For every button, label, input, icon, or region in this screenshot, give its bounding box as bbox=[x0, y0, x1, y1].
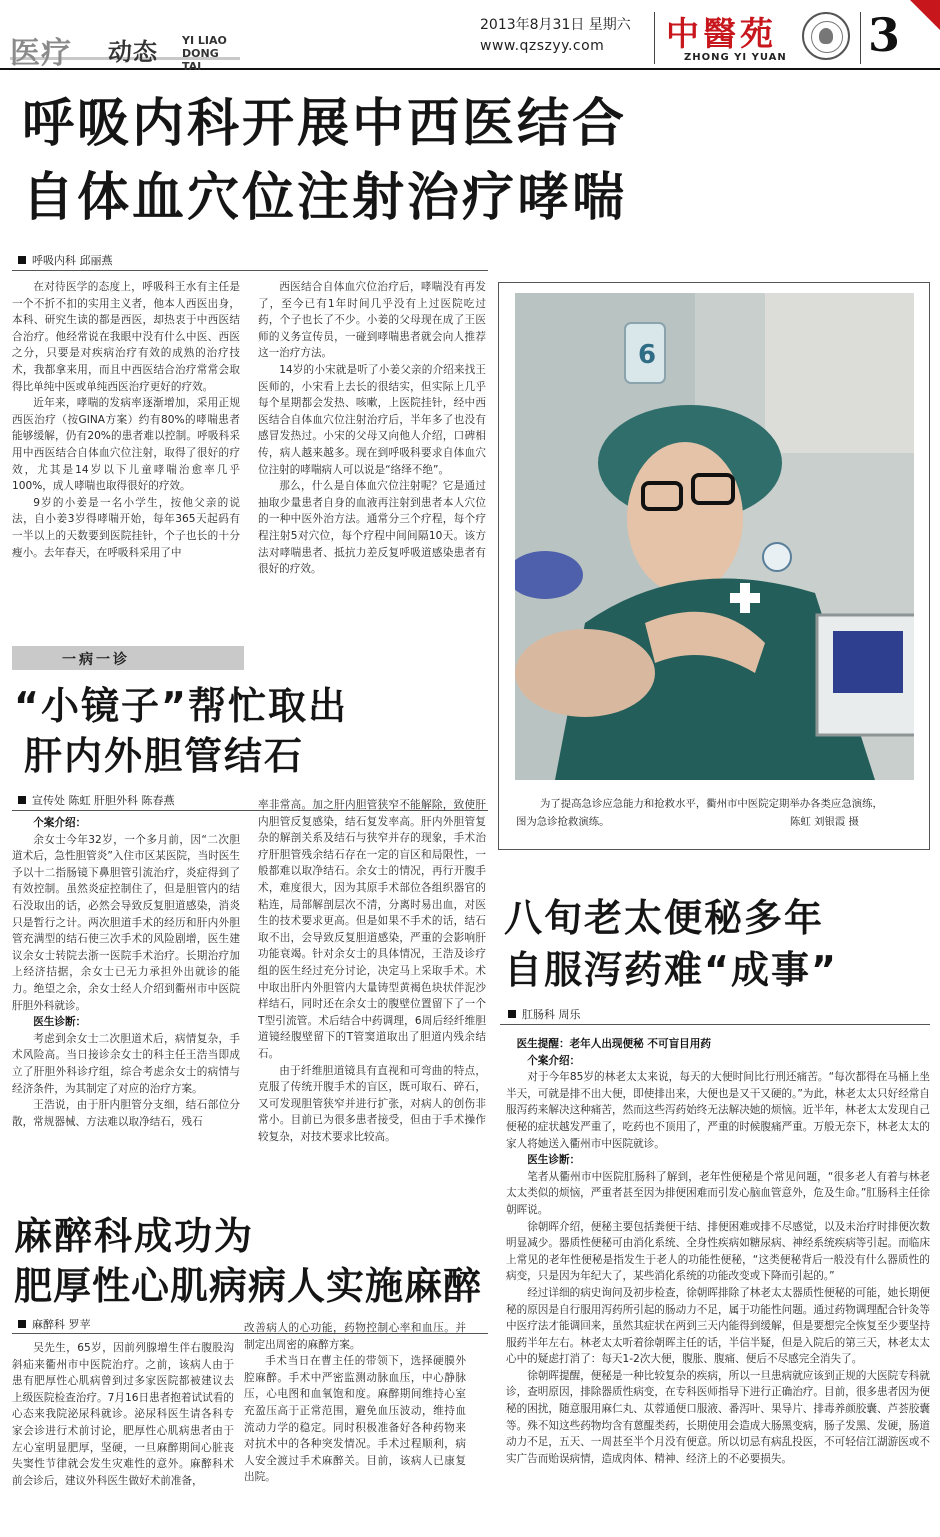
issue-date: 2013年8月31日 星期六 bbox=[480, 17, 631, 33]
byline-square-icon bbox=[18, 796, 26, 804]
paragraph: 徐朝晖介绍，便秘主要包括粪便干结、排便困难或排不尽感觉，以及未治疗时排便次数明显减少。器质性便秘可由消化系统、全身性疾病如糖尿病、神经系统疾病等引起。而临床上常见的老年性便秘是指发生于老人的功能性便秘，“这类便秘背后一般没有什么器质性的病变，只是因为年纪大了，某些消化系统的功能改变或下降而引起的。” bbox=[506, 1220, 930, 1283]
article2-byline bbox=[18, 792, 175, 808]
photo-window bbox=[765, 293, 914, 453]
wall-sign-number: 6 bbox=[638, 340, 657, 370]
article4-rule bbox=[500, 1024, 930, 1025]
caption-line2-row bbox=[516, 813, 910, 831]
article1-byline-text: 呼吸内科 邱丽燕 bbox=[32, 254, 113, 267]
masthead bbox=[0, 0, 940, 73]
caption-line1: 为了提高急诊应急能力和抢救水平，衢州市中医院定期举办各类应急演练， bbox=[540, 798, 883, 810]
monitor-screen bbox=[833, 631, 903, 693]
article2-column2 bbox=[258, 797, 486, 1179]
article3-column2 bbox=[244, 1320, 466, 1528]
paragraph: 近年来，哮喘的发病率逐渐增加，采用正规西医治疗（按GINA方案）约有80%的哮喘患者能够缓解，仍有20%的患者难以控制。呼吸科采用中西医结合自体血穴位注射，取得了很好的疗效，尤其是14岁以下儿童哮喘治愈率几乎100%，成人哮喘也取得很好的疗效。 bbox=[12, 397, 240, 493]
paper-name-logo: 中醫苑 bbox=[666, 14, 777, 53]
nurse-face bbox=[627, 442, 743, 594]
section-name-english: YI LIAO DONG TAI bbox=[182, 34, 227, 73]
column-tag bbox=[12, 646, 244, 670]
subheading: 医生提醒：老年人出现便秘 不可盲目用药 bbox=[516, 1038, 711, 1050]
paragraph: 王浩说，由于肝内胆管分支细，结石部位分散，常规器械、方法难以取净结石，残石 bbox=[12, 1099, 240, 1128]
paragraph: 9岁的小姜是一名小学生，按他父亲的说法，自小姜3岁得哮喘开始，每年365天起码有一半以上的天数要到医院挂针，个子也长的十分瘦小。去年春天，在呼吸科采用了中 bbox=[12, 496, 240, 559]
article1-byline bbox=[18, 252, 113, 268]
article2-column1 bbox=[12, 815, 240, 1179]
section-name-part1: 医疗 bbox=[10, 36, 72, 71]
training-mannequin bbox=[515, 629, 655, 717]
paragraph: 经过详细的病史询问及初步检查，徐朝晖排除了林老太太器质性便秘的可能，她长期便秘的原因是自行服用泻药所引起的肠动力不足，属于功能性问题。通过药物调理配合针灸等中医疗法才能调回来，虽然其症状在两到三天内能得到缓解，但是要想完全恢复至少要坚持服药半年左右。林老太太听着徐朝晖主任的话，半信半疑，但是入院后的第三天，林老太太心中的疑虑打消了：每天1-2次大便，腹胀、腹痛、便后不尽感完全消失了。 bbox=[506, 1286, 930, 1366]
subheading: 个案介绍： bbox=[33, 817, 87, 829]
article1-title-line1: 呼吸内科开展中西医结合 bbox=[22, 94, 628, 154]
paragraph: 对于今年85岁的林老太太来说，每天的大便时间比行刑还痛苦。“每次都得在马桶上坐半天，可就是排不出大便，即使排出来，大便也是又干又硬的。”为此，林老太太只好经常自服泻药来解决这种痛苦，然而这些泻药始终无法解决她的烦恼。近半年，林老太太发现自己便秘的症状越发严重了，吃药也不顶用了，严重的时候腹痛严重。万般无奈下，林老太太的家人将她送入衢州市中医院就诊。 bbox=[506, 1071, 930, 1150]
paragraph: 西医结合自体血穴位治疗后，哮喘没有再发了，至今已有1年时间几乎没有上过医院吃过药，个子也长了不少。小姜的父母现在成了王医师的义务宣传员，一碰到哮喘患者就会向人推荐这一治疗方法。 bbox=[258, 281, 486, 360]
paragraph: 考虑到余女士二次胆道术后，病情复杂，手术风险高。当日接诊余女士的科主任王浩当即成立了肝胆外科诊疗组，综合考虑余女士的病情与经济条件，为其制定了对应的治疗方案。 bbox=[12, 1032, 240, 1095]
paragraph: 吴先生，65岁，因前列腺增生伴右腹股沟斜疝来衢州市中医院治疗。之前，该病人由于患有肥厚性心肌病曾到过多家医院都被建议去上级医院检查治疗。7月16日患者抱着试试看的心态来我院泌尿科就诊。泌尿科医生请各科专家会诊进行术前讨论，肥厚性心肌病患者由于左心室明显肥厚，坚硬，一旦麻醉期间心脏丧失窦性节律就会发生灾难性的意外。麻醉科术前会诊后，建议外科医生做好术前准备， bbox=[12, 1342, 234, 1487]
article1-column1 bbox=[12, 279, 240, 609]
article4-title-line2: 自服泻药难“成事” bbox=[504, 948, 838, 992]
article3-byline-text: 麻醉科 罗苹 bbox=[32, 1318, 91, 1331]
article3-title-line2: 肥厚性心肌病病人实施麻醉 bbox=[14, 1264, 483, 1308]
article4-byline-text: 肛肠科 周乐 bbox=[522, 1008, 581, 1021]
masthead-divider bbox=[860, 12, 861, 64]
paragraph: 由于纤维胆道镜具有直视和可弯曲的特点，克服了传统开腹手术的盲区，既可取石、碎石，又可发现胆管狭窄并进行扩张，对病人的创伤非常小。目前已为很多患者接受，但由于手术操作较复杂，对技术要求比较高。 bbox=[258, 1064, 486, 1143]
article3-title-line1: 麻醉科成功为 bbox=[14, 1214, 255, 1258]
paragraph: 余女士今年32岁，一个多月前，因“二次胆道术后，急性胆管炎”入住市区某医院，当时医生予以十二指肠镜下鼻胆管引流治疗，炎症得到了有效控制。虽然炎症控制住了，但是胆管内的结石没取出的话，必然会导致反复胆道感染，消炎只是暂行之计。两次胆道手术的经历和肝内外胆管充满型的结石使三次手术的风险剧增，医生建议余女士转院去浙一医院手术治疗。长期治疗加上经济拮据，余女士已无力承担外出就诊的能力。绝望之余，余女士经人介绍到衢州市中医院肝胆外科就诊。 bbox=[12, 833, 240, 1012]
caption-line2: 图为急诊抢救演练。 bbox=[516, 816, 610, 828]
paragraph: 改善病人的心功能，药物控制心率和血压。并制定出周密的麻醉方案。 bbox=[244, 1322, 466, 1351]
paragraph: 手术当日在曹主任的带领下，选择硬膜外腔麻醉。手术中严密监测动脉血压，中心静脉压，心电图和血氧饱和度。麻醉期间维持心室充盈压高于正常范围，避免血压波动，维持血流动力学的稳定。同时积极准备好各种药物来对抗术中的各种突发情况。手术过程顺利，病人安全渡过手术麻醉关。目前，该病人已康复出院。 bbox=[244, 1355, 466, 1484]
section-header bbox=[10, 22, 240, 73]
article2-title-line2: 肝内外胆管结石 bbox=[24, 734, 305, 778]
website-url[interactable]: www.qzszyy.com bbox=[480, 38, 605, 54]
article2-byline-text: 宣传处 陈虹 肝胆外科 陈春燕 bbox=[32, 794, 175, 807]
paragraph: 那么，什么是自体血穴位注射呢？它是通过抽取少量患者自身的血液再注射到患者本人穴位的一种中医外治方法。通常分三个疗程，每个疗程注射5对穴位，每个疗程中间间隔10天。该方法对哮喘患者、抵抗力差反复呼吸道感染患者有很好的疗效。 bbox=[258, 480, 486, 576]
article2-title-line1: “小镜子”帮忙取出 bbox=[14, 684, 348, 728]
byline-square-icon bbox=[18, 1320, 26, 1328]
hospital-seal-icon bbox=[802, 12, 850, 60]
paragraph: 徐朝晖提醒，便秘是一种比较复杂的疾病，所以一旦患病就应该到正规的大医院专科就诊，查明原因，排除器质性病变，在专科医师指导下进行正确治疗。目前，很多患者因为便秘的困扰，随意服用麻仁丸、苁蓉通便口服液、番泻叶、果导片、排毒养颜胶囊、芦荟胶囊等。殊不知这些药物均含有蒽醌类药，长期使用会造成大肠黑变病，肠子发黑、发硬，肠道动力不足，五天、一周甚至半个月没有便意。所以切忌有病乱投医，不可轻信江湖游医或不实广告而贻误病情，造成肉体、精神、经济上的不必要损失。 bbox=[506, 1369, 930, 1465]
photo-caption bbox=[516, 795, 910, 831]
subheading: 个案介绍： bbox=[527, 1054, 581, 1067]
uniform-badge-icon bbox=[763, 543, 791, 571]
masthead-divider bbox=[654, 12, 655, 64]
paragraph: 率非常高。加之肝内胆管狭窄不能解除，致使肝内胆管反复感染，结石复发率高。肝内外胆管复杂的解剖关系及结石与狭窄并存的现象，手术治疗肝胆管残余结石存在一定的盲区和局限性，一般都难以取净结石。余女士的情况，再行开腹手术，难度很大，因为其原手术部位各组织器官的粘连，局部解剖层次不清，分离时易出血，对医生的技术要求更高。但是如果不手术的话，结石取不出，会导致反复胆道感染，严重的会影响肝功能衰竭。针对余女士的具体情况，王浩及诊疗组的医生经过充分讨论，决定马上采取手术。术中取出肝内外胆管内大量铸型黄褐色块状伴泥沙样结石，同时还在余女士的腹壁位置留下了一个T型引流管。术后结合中药调理，6周后经纤维胆道镜经腹壁留下的T管窦道取出了胆道内残余结石。 bbox=[258, 799, 486, 1060]
photo-credit: 陈虹 刘银霞 摄 bbox=[790, 816, 859, 828]
paper-name-english: ZHONG YI YUAN bbox=[684, 52, 787, 63]
photo-illustration bbox=[515, 293, 914, 780]
article3-byline bbox=[18, 1316, 91, 1332]
paragraph: 14岁的小宋就是听了小姜父亲的介绍来找王医师的，小宋看上去长的很结实，但实际上几乎每个星期都会发热、咳嗽，上医院挂针，经中西医结合自体血穴位注射治疗后，半年多了也没有感冒发热过。小宋的父母又向他人介绍，口碑相传，病人越来越多。现在到呼吸科要求自体血穴位注射的哮喘病人可以说是“络绎不绝”。 bbox=[258, 363, 486, 476]
section-name-part2: 动态 bbox=[108, 38, 158, 66]
article1-title-line2: 自体血穴位注射治疗哮喘 bbox=[22, 168, 628, 228]
article1-rule bbox=[12, 270, 488, 271]
article4-byline bbox=[508, 1006, 581, 1022]
column-tag-label: 一病一诊 bbox=[62, 652, 130, 668]
paragraph: 在对待医学的态度上，呼吸科王水有主任是一个不折不扣的实用主义者，他本人西医出身，本科、研究生读的都是西医，却热衷于中西医结合治疗。他经常说在我眼中没有什么中医、西医之分，只要是对疾病治疗有效的成熟的治疗技术，我都拿来用，而且中西医结合治疗常常会取得比单纯中医或单纯西医治疗更好的疗效。 bbox=[12, 281, 240, 393]
page-number: 3 bbox=[868, 8, 901, 62]
byline-square-icon bbox=[508, 1010, 516, 1018]
article4-title-line1: 八旬老太便秘多年 bbox=[504, 896, 825, 940]
subheading: 医生诊断： bbox=[33, 1016, 87, 1029]
article4-column bbox=[506, 1036, 930, 1530]
paragraph: 笔者从衢州市中医院肛肠科了解到，老年性便秘是个常见问题，“很多老人有着与林老太太类似的烦恼，严重者甚至因为排便困难而引发心脑血管意外，危及生命。”肛肠科主任徐朝晖说。 bbox=[506, 1170, 930, 1216]
subheading: 医生诊断： bbox=[527, 1154, 581, 1167]
byline-square-icon bbox=[18, 256, 26, 264]
article1-column2 bbox=[258, 279, 486, 609]
article3-column1 bbox=[12, 1340, 234, 1528]
corner-accent bbox=[910, 0, 940, 30]
news-photo bbox=[515, 293, 914, 780]
